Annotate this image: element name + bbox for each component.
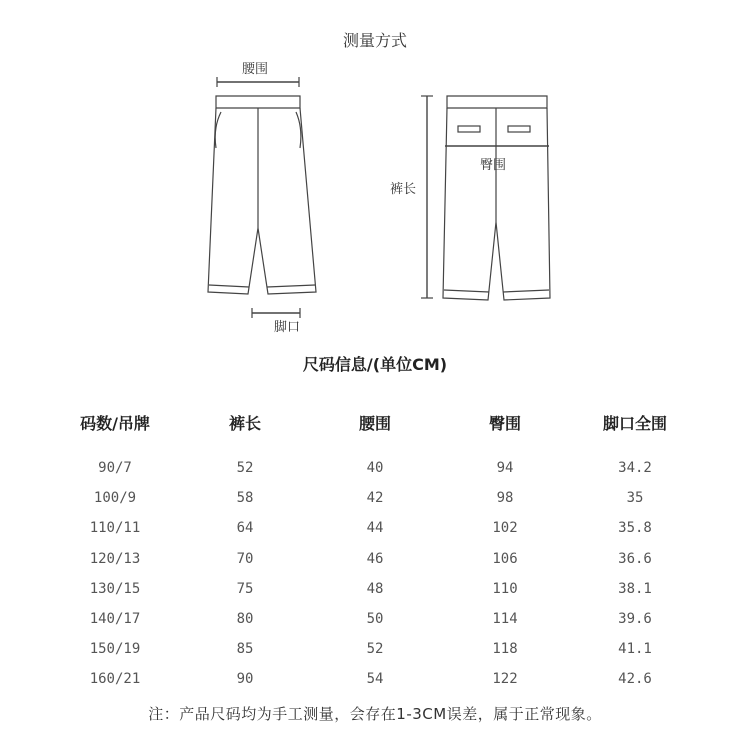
table-cell: 98	[496, 490, 514, 507]
pants-back-view	[421, 96, 550, 300]
table-cell: 35.8	[618, 520, 652, 537]
length-label: 裤长	[389, 182, 417, 197]
table-cell: 130/15	[89, 580, 141, 597]
table-cell: 38.1	[618, 580, 652, 597]
table-row	[50, 544, 700, 574]
table-header-row	[50, 405, 700, 453]
table-cell: 40	[366, 460, 384, 477]
measurement-note: 注：产品尺码均为手工测量，会存在1-3CM误差，属于正常现象。	[148, 705, 602, 723]
table-cell: 120/13	[89, 550, 141, 567]
table-cell: 110	[492, 580, 518, 597]
pants-measurement-diagram	[0, 0, 750, 345]
table-cell: 140/17	[89, 611, 141, 628]
table-row	[50, 604, 700, 634]
table-row	[50, 634, 700, 664]
table-cell: 48	[366, 580, 384, 597]
table-cell: 75	[236, 580, 254, 597]
table-cell: 34.2	[618, 460, 652, 477]
hem-label: 脚口	[273, 320, 301, 335]
table-cell: 35	[626, 490, 644, 507]
col-pants-length: 裤长	[228, 413, 261, 433]
col-hip: 臀围	[488, 413, 521, 433]
table-cell: 160/21	[89, 671, 141, 688]
table-cell: 46	[366, 550, 384, 567]
table-cell: 54	[366, 671, 384, 688]
table-row	[50, 483, 700, 513]
table-cell: 36.6	[618, 550, 652, 567]
table-row	[50, 513, 700, 543]
table-cell: 58	[236, 490, 254, 507]
table-cell: 44	[366, 520, 384, 537]
table-cell: 100/9	[93, 490, 137, 507]
table-cell: 42.6	[618, 671, 652, 688]
table-row	[50, 574, 700, 604]
table-cell: 94	[496, 460, 514, 477]
table-cell: 52	[366, 641, 384, 658]
measurement-title: 测量方式	[342, 31, 407, 50]
table-cell: 39.6	[618, 611, 652, 628]
table-cell: 85	[236, 641, 254, 658]
table-cell: 102	[492, 520, 518, 537]
table-cell: 114	[492, 611, 518, 628]
table-cell: 150/19	[89, 641, 141, 658]
table-cell: 110/11	[89, 520, 141, 537]
table-cell: 106	[492, 550, 518, 567]
table-cell: 42	[366, 490, 384, 507]
col-hem-circumference: 脚口全围	[602, 413, 667, 433]
size-info-title: 尺码信息/(单位CM)	[302, 355, 448, 374]
waist-label: 腰围	[241, 62, 269, 77]
table-cell: 50	[366, 611, 384, 628]
table-cell: 122	[492, 671, 518, 688]
table-cell: 64	[236, 520, 254, 537]
size-table	[50, 405, 700, 695]
hip-label: 臀围	[479, 158, 507, 173]
table-cell: 70	[236, 550, 254, 567]
table-row	[50, 664, 700, 694]
col-waist: 腰围	[358, 413, 391, 433]
table-cell: 90	[236, 671, 254, 688]
table-cell: 41.1	[618, 641, 652, 658]
hem-measure-arrow	[252, 308, 300, 318]
table-cell: 118	[492, 641, 518, 658]
table-row	[50, 453, 700, 483]
col-size-tag: 码数/吊牌	[80, 413, 150, 433]
table-cell: 80	[236, 611, 254, 628]
pants-front-view	[208, 77, 316, 294]
table-cell: 90/7	[98, 460, 132, 477]
table-cell: 52	[236, 460, 254, 477]
